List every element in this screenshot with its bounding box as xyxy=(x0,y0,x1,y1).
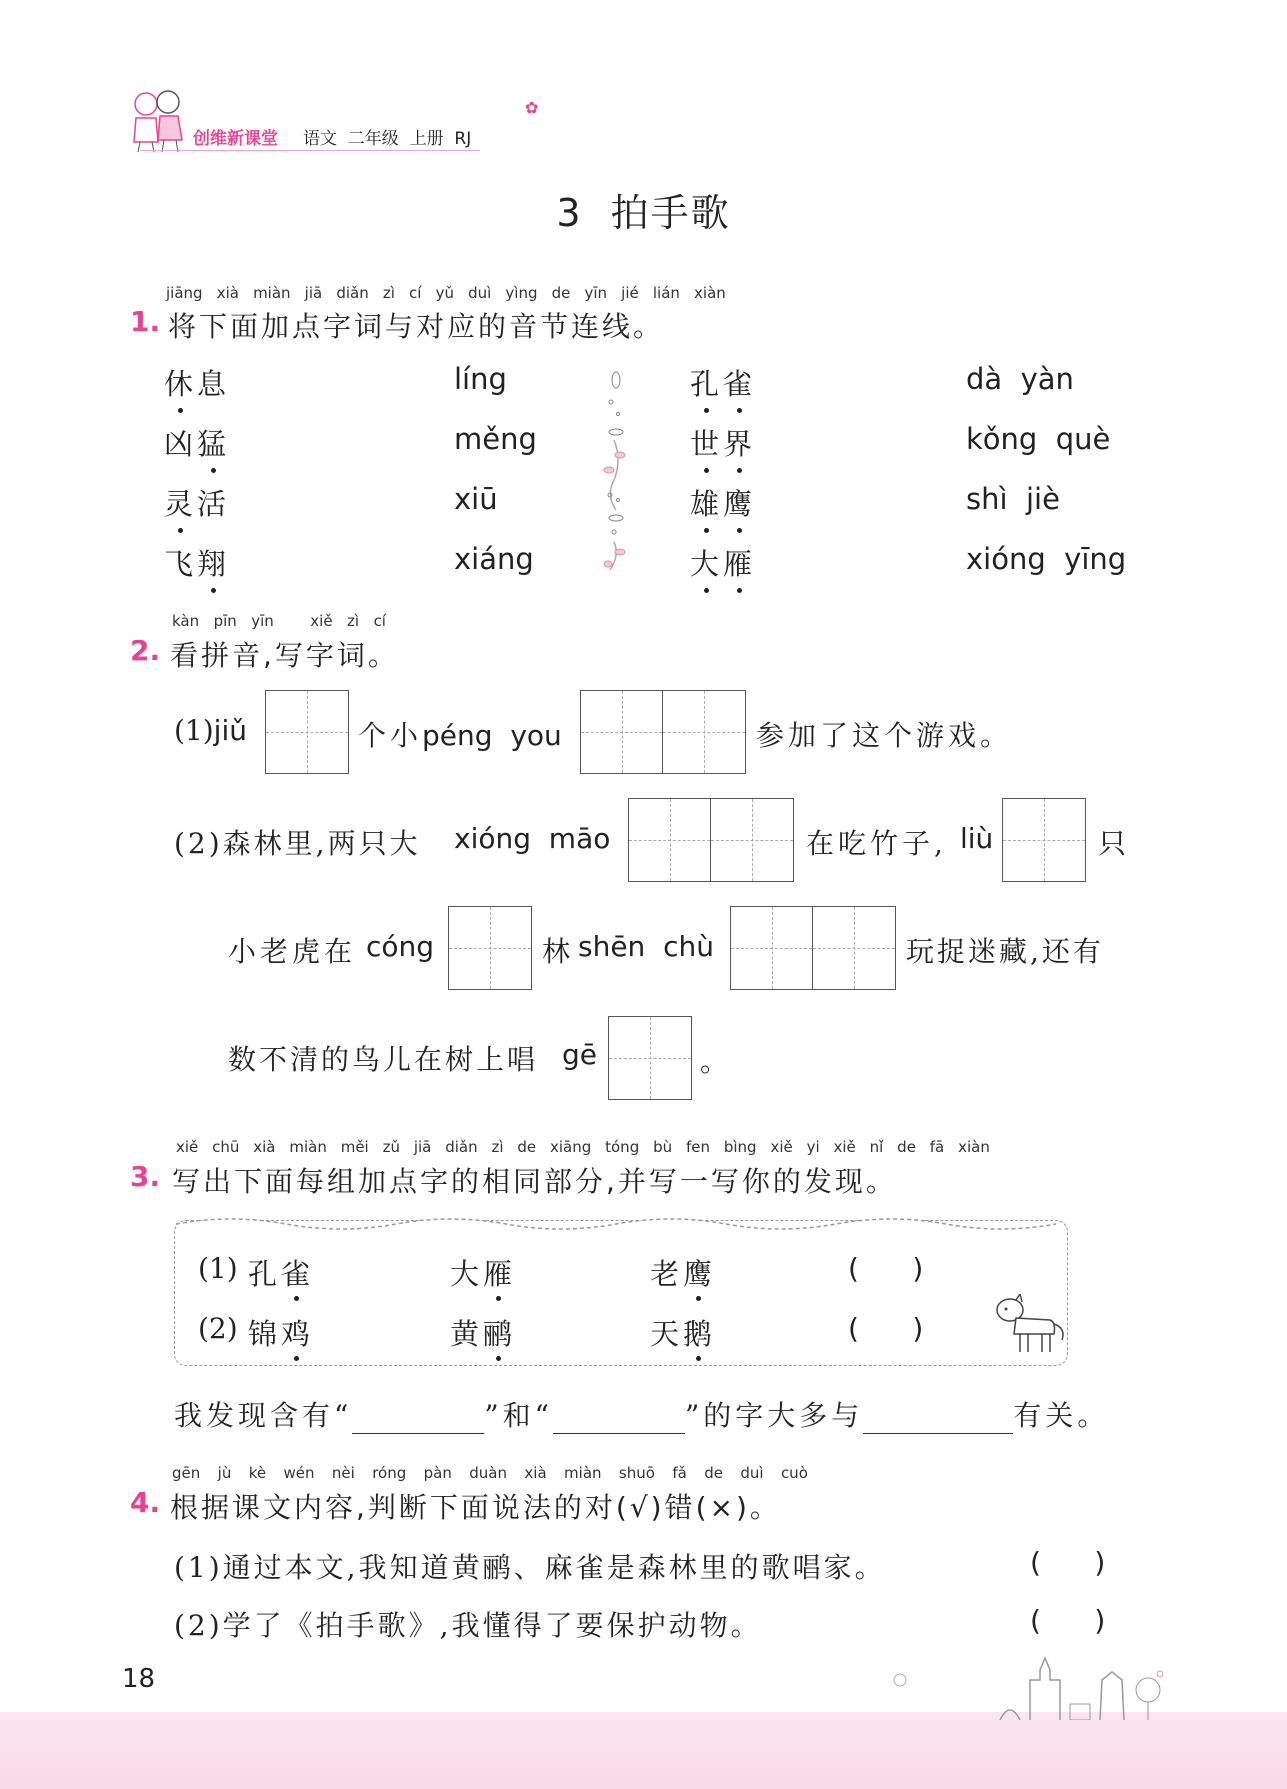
q2-line3-label: 小老虎在 xyxy=(228,935,357,968)
q1-left-pinyin-1[interactable]: líng xyxy=(454,362,507,396)
q4-instruction: 根据课文内容,判断下面说法的对(√)错(×)。 xyxy=(170,1491,781,1524)
q2-line1-mid: 个小péng you xyxy=(358,719,562,752)
q1-right-pinyin-1[interactable]: dà yàn xyxy=(966,362,1074,396)
q3-blank-2[interactable] xyxy=(553,1405,685,1434)
q3-row2-label: (2) xyxy=(198,1312,238,1345)
q2-instruction: 看拼音,写字词。 xyxy=(170,639,399,672)
q2-line3-end: 玩捉迷藏,还有 xyxy=(906,935,1104,968)
header-kids-logo xyxy=(126,84,190,154)
q2-answer-box-xiongmao[interactable] xyxy=(628,798,794,882)
q1-right-word-3: 雄鹰 xyxy=(690,482,756,523)
q1-right-pinyin-4[interactable]: xióng yīng xyxy=(966,542,1127,576)
q1-left-word-1: 休息 xyxy=(164,362,230,403)
vine-decoration-icon xyxy=(596,370,636,584)
q3-row1-word2: 大雁 xyxy=(450,1257,517,1291)
q1-right-word-4: 大雁 xyxy=(690,542,756,583)
header-underline xyxy=(140,150,480,151)
page-title: 3 拍手歌 xyxy=(556,191,731,235)
q1-instruction: 将下面加点字词与对应的音节连线。 xyxy=(168,310,665,343)
q1-left-pinyin-2[interactable]: měng xyxy=(454,422,537,456)
q3-blank-3[interactable] xyxy=(863,1405,1013,1434)
q4-statement-1: (1)通过本文,我知道黄鹂、麻雀是森林里的歌唱家。 xyxy=(174,1551,886,1584)
q3-number: 3. xyxy=(130,1160,161,1193)
q1-right-pinyin-3[interactable]: shì jiè xyxy=(966,482,1060,516)
q2-line2-label: (2)森林里,两只大 xyxy=(174,827,421,860)
q2-line4-label: 数不清的鸟儿在树上唱 xyxy=(228,1043,539,1076)
q4-number: 4. xyxy=(130,1486,161,1519)
q2-line2-mid: 在吃竹子, xyxy=(806,827,947,860)
q2-number: 2. xyxy=(130,634,161,667)
q1-left-word-4: 飞翔 xyxy=(164,542,230,583)
q2-line2-end: 只 xyxy=(1098,827,1127,860)
q3-row1-word3: 老鹰 xyxy=(650,1257,717,1291)
q3-pinyin: xiě chū xià miàn měi zǔ jiā diǎn zì de xiāng tóng bù fen bìng xiě yi xiě nǐ de fā xiàn xyxy=(176,1138,990,1156)
q2-answer-box-shenchu[interactable] xyxy=(730,906,896,990)
q4-pinyin: gēn jù kè wén nèi róng pàn duàn xià miàn shuō fǎ de duì cuò xyxy=(172,1464,808,1482)
q3-instruction: 写出下面每组加点字的相同部分,并写一写你的发现。 xyxy=(172,1165,897,1198)
q2-line3-pinyin-shenchu: shēn chù xyxy=(578,930,714,963)
q2-line1-end: 参加了这个游戏。 xyxy=(756,719,1013,752)
q3-row1-answer[interactable]: ( ) xyxy=(848,1252,924,1285)
q4-answer-1[interactable]: ( ) xyxy=(1030,1546,1106,1579)
q1-number: 1. xyxy=(130,305,161,338)
q3-row2-word1: 锦鸡 xyxy=(248,1317,315,1351)
q3-row2-word3: 天鹅 xyxy=(650,1317,717,1351)
q1-left-pinyin-3[interactable]: xiū xyxy=(454,482,498,516)
q1-left-pinyin-4[interactable]: xiáng xyxy=(454,542,534,576)
q4-answer-2[interactable]: ( ) xyxy=(1030,1604,1106,1637)
q1-right-pinyin-2[interactable]: kǒng què xyxy=(966,422,1111,456)
q2-answer-box-ge[interactable] xyxy=(608,1016,692,1100)
q2-line2-pinyin-xiongmao: xióng māo xyxy=(454,822,611,855)
q3-blank-1[interactable] xyxy=(352,1405,484,1434)
q2-line4-end: 。 xyxy=(700,1045,729,1078)
q2-pinyin: kàn pīn yīn xiě zì cí xyxy=(172,612,386,630)
q1-pinyin: jiāng xià miàn jiā diǎn zì cí yǔ duì yìng de yīn jié lián xiàn xyxy=(166,284,726,302)
q2-answer-box-cong[interactable] xyxy=(448,906,532,990)
q1-right-word-2: 世界 xyxy=(690,422,756,463)
bird-doodle-icon: ✿ xyxy=(525,98,539,117)
q2-answer-box-liu[interactable] xyxy=(1002,798,1086,882)
castle-decoration-icon xyxy=(880,1650,1170,1724)
q2-line2-pinyin-liu: liù xyxy=(960,822,994,855)
q3-frame-wave xyxy=(176,1214,1066,1234)
q2-line4-pinyin-ge: gē xyxy=(562,1038,597,1071)
q2-line1-label: (1)jiǔ xyxy=(174,714,247,747)
header-brand: 创维新课堂 xyxy=(193,129,278,149)
q2-answer-box-pengyou[interactable] xyxy=(580,690,746,774)
pony-icon xyxy=(994,1294,1068,1362)
header-info: 语文 二年级 上册 RJ xyxy=(303,129,472,149)
q2-line3-pinyin-cong: cóng xyxy=(366,930,435,963)
q3-finding-sentence: 我发现含有“ ”和“ ”的字大多与 有关。 xyxy=(174,1399,1110,1432)
q3-row1-word1: 孔雀 xyxy=(248,1257,315,1291)
q1-left-word-2: 凶猛 xyxy=(164,422,230,463)
q2-line3-lin: 林 xyxy=(542,935,571,968)
q2-answer-box-jiu[interactable] xyxy=(265,690,349,774)
page-number: 18 xyxy=(122,1664,156,1694)
q4-statement-2: (2)学了《拍手歌》,我懂得了要保护动物。 xyxy=(174,1609,762,1642)
q3-row1-label: (1) xyxy=(198,1252,238,1285)
q1-right-word-1: 孔雀 xyxy=(690,362,756,403)
q3-row2-word2: 黄鹂 xyxy=(450,1317,517,1351)
q1-left-word-3: 灵活 xyxy=(164,482,230,523)
q3-row2-answer[interactable]: ( ) xyxy=(848,1312,924,1345)
